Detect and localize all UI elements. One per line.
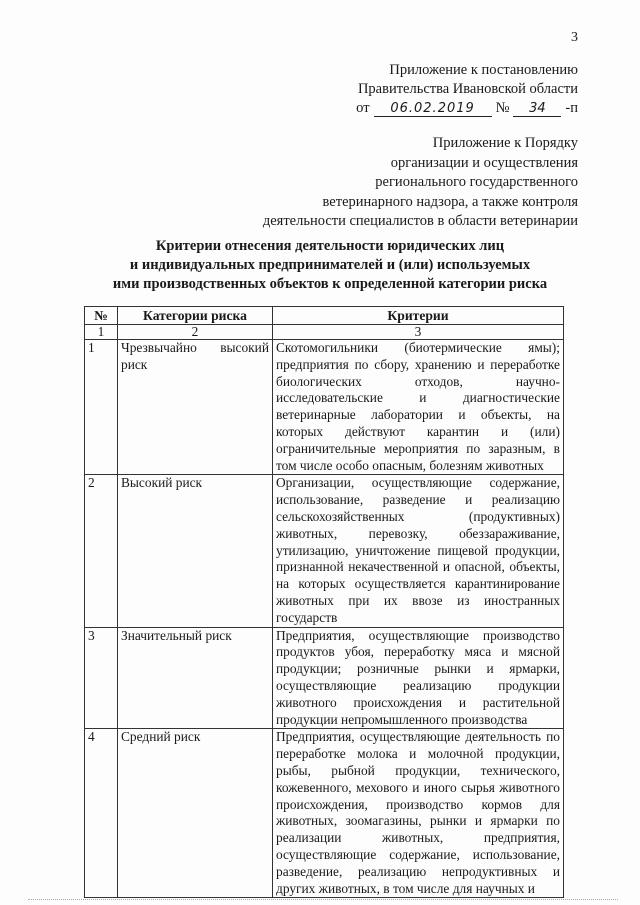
row-criteria: Скотомогильники (биотермические ямы); предприятия по сбору, хранению и переработке биологических отходов, научно-исследовательские и диагностические ветеринарные лаборатории и объекты, на которых действуют карантин и (или) ограничительные мероприятия по заразным, в том числе особо опасным, болезням животных bbox=[273, 340, 564, 475]
row-num: 4 bbox=[85, 729, 118, 898]
row-criteria: Предприятия, осуществляющие производство продуктов убоя, переработку мяса и мясной продукции; розничные рынки и ярмарки, осуществляющие реализацию продукции животного происхождения и растительной продукции непромышленного производства bbox=[273, 627, 564, 729]
scan-edge-line bbox=[28, 899, 618, 901]
from-label: от bbox=[356, 100, 370, 116]
row-num: 3 bbox=[85, 627, 118, 729]
table-row bbox=[85, 729, 564, 898]
order-line-3: регионального государственного bbox=[375, 174, 578, 190]
colnum-3: 3 bbox=[273, 325, 564, 340]
header-criteria: Критерии bbox=[273, 307, 564, 325]
order-line-2: организации и осуществления bbox=[390, 154, 578, 171]
title-line-3: ими производственных объектов к определенной категории риска bbox=[112, 276, 548, 292]
row-criteria: Организации, осуществляющие содержание, использование, разведение и реализацию сельскохозяйственных (продуктивных) животных, перевозку, обеззараживание, утилизацию, уничтожение пищевой продукции, признанной некачественной и опасной, объекты, на которых осуществляется карантинирование животных при их ввозе из иностранных государств bbox=[273, 475, 564, 627]
approval-line-2: Правительства Ивановской области bbox=[357, 81, 578, 97]
approval-block bbox=[356, 61, 578, 118]
approval-line-1: Приложение к постановлению bbox=[389, 62, 578, 78]
table-row bbox=[85, 340, 564, 475]
row-criteria: Предприятия, осуществляющие деятельность по переработке молока и молочной продукции, рыбы, рыбной продукции, технического, кожевенного, мехового и иного сырья животного происхождения, производство кормов для животных, зоомагазины, рынки и ярмарки по реализации животных, предприятия, осуществляющие содержание, использование, разведение, реализацию непродуктивных и других животных, в том числе для научных и bbox=[273, 729, 564, 898]
header-category: Категории риска bbox=[118, 307, 273, 325]
approval-date-line bbox=[356, 99, 578, 118]
document-title bbox=[60, 237, 600, 294]
row-num: 1 bbox=[85, 340, 118, 475]
table-header-row bbox=[85, 307, 564, 325]
row-category: Средний риск bbox=[118, 729, 273, 898]
row-category: Чрезвычайно высокий риск bbox=[118, 340, 273, 475]
colnum-2: 2 bbox=[118, 325, 273, 340]
row-category: Высокий риск bbox=[118, 475, 273, 627]
risk-criteria-table bbox=[84, 306, 564, 898]
column-numbers-row bbox=[85, 325, 564, 340]
handwritten-date: 06.02.2019 bbox=[374, 101, 492, 117]
title-line-2: и индивидуальных предпринимателей и (или) используемых bbox=[129, 257, 531, 273]
header-num: № bbox=[85, 307, 118, 325]
row-num: 2 bbox=[85, 475, 118, 627]
order-line-4: ветеринарного надзора, а также контроля bbox=[322, 193, 578, 210]
order-line-1: Приложение к Порядку bbox=[432, 135, 578, 151]
title-line-1: Критерии отнесения деятельности юридических лиц bbox=[155, 238, 505, 254]
table-row bbox=[85, 627, 564, 729]
number-suffix: -п bbox=[565, 100, 578, 116]
colnum-1: 1 bbox=[85, 325, 118, 340]
number-label: № bbox=[495, 100, 510, 116]
order-line-5: деятельности специалистов в области ветеринарии bbox=[262, 213, 578, 229]
order-appendix-block bbox=[263, 134, 578, 232]
page-number: 3 bbox=[571, 30, 578, 45]
row-category: Значительный риск bbox=[118, 627, 273, 729]
handwritten-number: 34 bbox=[513, 101, 561, 117]
table-row bbox=[85, 475, 564, 627]
